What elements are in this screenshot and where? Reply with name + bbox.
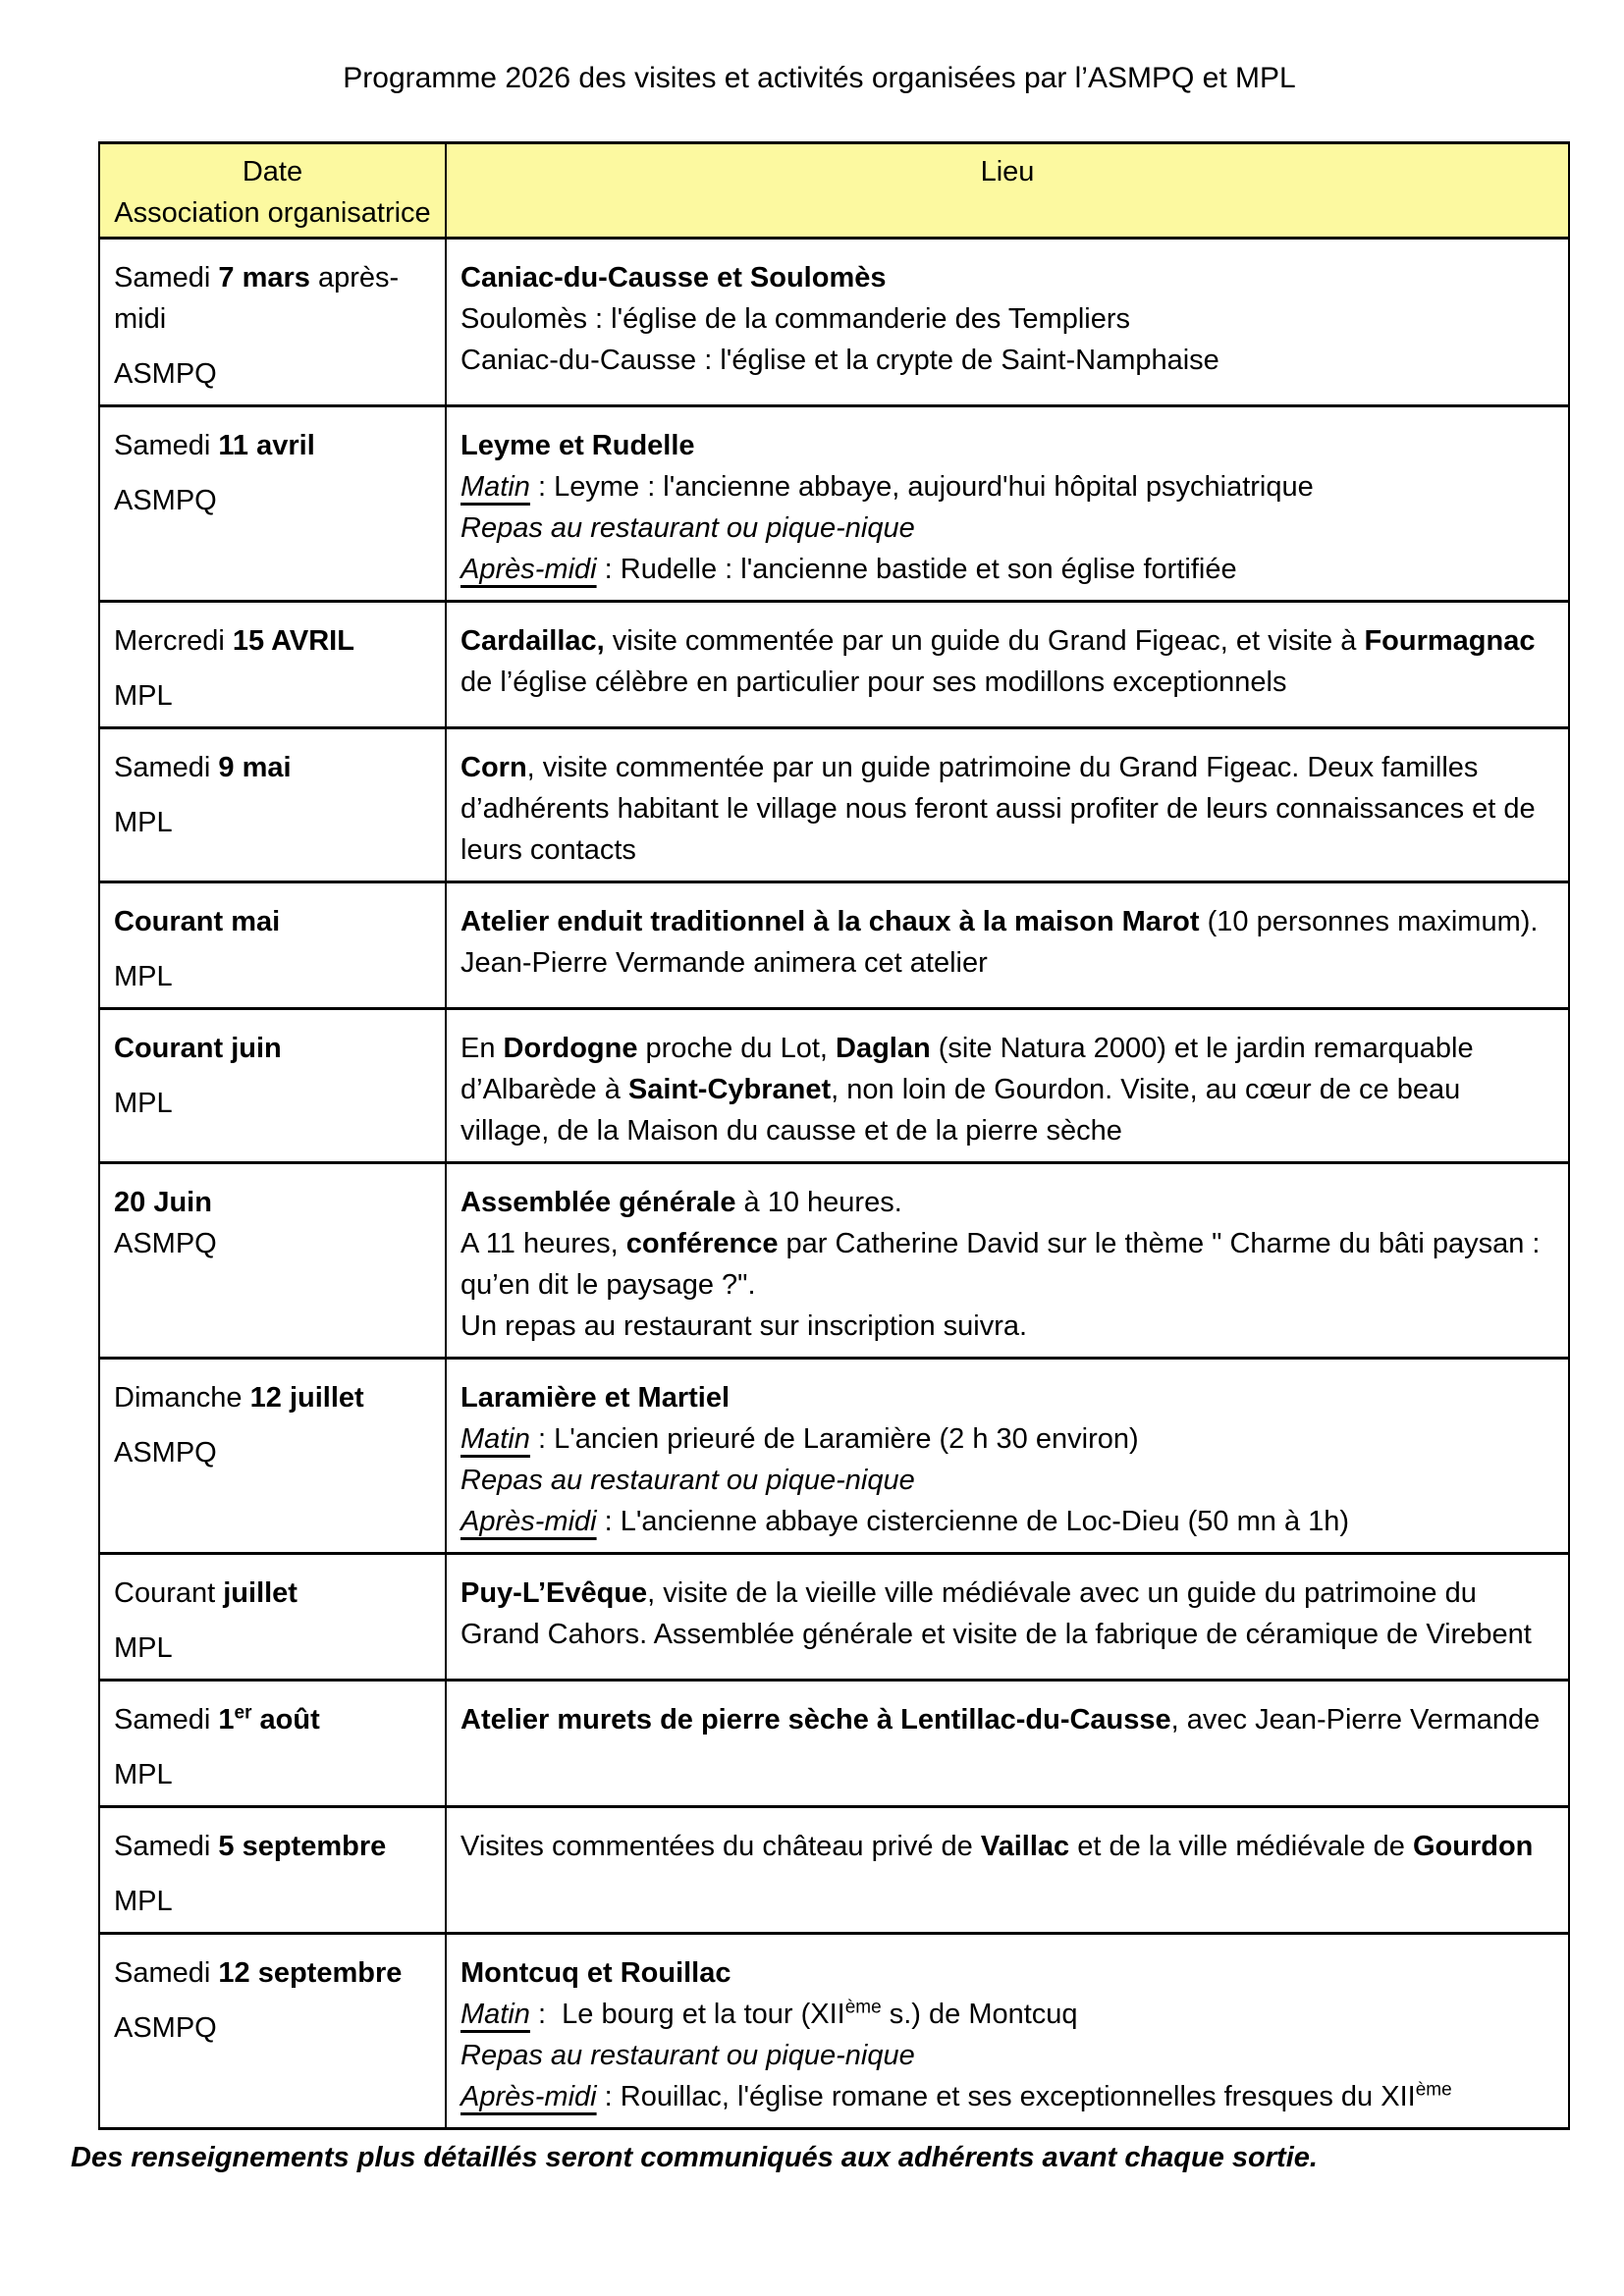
table-row bbox=[99, 728, 1569, 882]
date-cell bbox=[99, 1554, 446, 1681]
date-text: Courant juin bbox=[114, 1033, 282, 1064]
date-cell bbox=[99, 728, 446, 882]
table-row bbox=[99, 1163, 1569, 1359]
organisation-label: MPL bbox=[114, 1886, 173, 1917]
lieu-line: Puy-L’Evêque, visite de la vieille ville médiévale avec un guide du patrimoine du Grand Cahors. Assemblée générale et visite de la fabrique de céramique de Virebent bbox=[460, 1577, 1532, 1650]
date-cell bbox=[99, 1009, 446, 1163]
lieu-line: Assemblée générale à 10 heures. bbox=[460, 1187, 902, 1218]
organisation-label: MPL bbox=[114, 807, 173, 838]
date-cell bbox=[99, 602, 446, 728]
date-text: Samedi 11 avril bbox=[114, 430, 315, 461]
date-text: Samedi 12 septembre bbox=[114, 1957, 403, 1989]
program-table bbox=[98, 141, 1570, 2130]
date-cell bbox=[99, 882, 446, 1009]
date-cell bbox=[99, 1681, 446, 1807]
lieu-line: Matin : Leyme : l'ancienne abbaye, aujourd'hui hôpital psychiatrique bbox=[460, 471, 1314, 503]
lieu-cell bbox=[446, 602, 1569, 728]
col-header-date bbox=[99, 143, 446, 239]
lieu-cell bbox=[446, 1934, 1569, 2129]
footer-note: Des renseignements plus détaillés seront communiqués aux adhérents avant chaque sortie. bbox=[71, 2142, 1318, 2173]
lieu-line: A 11 heures, conférence par Catherine David sur le thème " Charme du bâti paysan : qu’en dit le paysage ?". bbox=[460, 1228, 1541, 1301]
lieu-line: Corn, visite commentée par un guide patrimoine du Grand Figeac. Deux familles d’adhérents habitant le village nous feront aussi profiter de leurs connaissances et de leurs contacts bbox=[460, 752, 1536, 866]
date-text: Samedi 1er août bbox=[114, 1702, 320, 1735]
header-date-label: Date bbox=[242, 156, 303, 187]
lieu-line: Repas au restaurant ou pique-nique bbox=[460, 512, 915, 544]
lieu-line: Après-midi : Rouillac, l'église romane et ses exceptionnelles fresques du XIIème bbox=[460, 2079, 1452, 2112]
date-cell bbox=[99, 406, 446, 602]
date-text: Samedi 9 mai bbox=[114, 752, 292, 783]
organisation-label: ASMPQ bbox=[114, 358, 217, 390]
date-text: Samedi 5 septembre bbox=[114, 1831, 387, 1862]
date-text: 20 Juin bbox=[114, 1187, 212, 1218]
lieu-line: Soulomès : l'église de la commanderie des Templiers bbox=[460, 303, 1130, 335]
date-text: Dimanche 12 juillet bbox=[114, 1382, 364, 1414]
lieu-cell bbox=[446, 1359, 1569, 1554]
lieu-cell bbox=[446, 1807, 1569, 1934]
lieu-cell bbox=[446, 406, 1569, 602]
page-title: Programme 2026 des visites et activités organisées par l’ASMPQ et MPL bbox=[343, 62, 1296, 94]
lieu-line: Après-midi : Rudelle : l'ancienne bastide et son église fortifiée bbox=[460, 554, 1237, 585]
table-row bbox=[99, 882, 1569, 1009]
lieu-line: Laramière et Martiel bbox=[460, 1382, 731, 1414]
lieu-line: Caniac-du-Causse et Soulomès bbox=[460, 262, 887, 294]
table-row bbox=[99, 1009, 1569, 1163]
organisation-label: ASMPQ bbox=[114, 485, 217, 516]
table-header-row bbox=[99, 143, 1569, 239]
organisation-label: MPL bbox=[114, 1632, 173, 1664]
lieu-cell bbox=[446, 728, 1569, 882]
lieu-line: Leyme et Rudelle bbox=[460, 430, 695, 461]
lieu-cell bbox=[446, 1009, 1569, 1163]
lieu-line: Atelier murets de pierre sèche à Lentillac-du-Causse, avec Jean-Pierre Vermande bbox=[460, 1704, 1541, 1735]
lieu-line: Caniac-du-Causse : l'église et la crypte de Saint-Namphaise bbox=[460, 345, 1219, 376]
lieu-cell bbox=[446, 1163, 1569, 1359]
lieu-line: Montcuq et Rouillac bbox=[460, 1957, 731, 1989]
lieu-line: Repas au restaurant ou pique-nique bbox=[460, 1465, 915, 1496]
lieu-cell bbox=[446, 239, 1569, 406]
header-lieu-label: Lieu bbox=[980, 156, 1035, 187]
table-row bbox=[99, 1807, 1569, 1934]
table-row bbox=[99, 1359, 1569, 1554]
lieu-line: En Dordogne proche du Lot, Daglan (site Natura 2000) et le jardin remarquable d’Albarède à Saint-Cybranet, non loin de Gourdon. Visite, au cœur de ce beau village, de la Maison du causse et de la pierre sèche bbox=[460, 1033, 1474, 1147]
date-cell bbox=[99, 1934, 446, 2129]
organisation-label: MPL bbox=[114, 961, 173, 992]
date-cell bbox=[99, 1163, 446, 1359]
table-row bbox=[99, 1934, 1569, 2129]
date-cell bbox=[99, 1807, 446, 1934]
lieu-line: Visites commentées du château privé de Vaillac et de la ville médiévale de Gourdon bbox=[460, 1831, 1534, 1862]
table-row bbox=[99, 239, 1569, 406]
table-body bbox=[99, 239, 1569, 2129]
header-association-label: Association organisatrice bbox=[114, 197, 431, 229]
table-row bbox=[99, 1681, 1569, 1807]
lieu-line: Après-midi : L'ancienne abbaye cistercienne de Loc-Dieu (50 mn à 1h) bbox=[460, 1506, 1350, 1537]
date-text: Samedi 7 mars après-midi bbox=[114, 262, 400, 335]
date-cell bbox=[99, 1359, 446, 1554]
organisation-label: ASMPQ bbox=[114, 1437, 217, 1468]
lieu-cell bbox=[446, 1681, 1569, 1807]
lieu-cell bbox=[446, 1554, 1569, 1681]
organisation-label: MPL bbox=[114, 1759, 173, 1790]
date-text: Courant juillet bbox=[114, 1577, 298, 1609]
organisation-label: ASMPQ bbox=[114, 1228, 217, 1259]
lieu-line: Matin : Le bourg et la tour (XIIème s.) de Montcuq bbox=[460, 1997, 1078, 2030]
date-cell bbox=[99, 239, 446, 406]
organisation-label: MPL bbox=[114, 1088, 173, 1119]
organisation-label: ASMPQ bbox=[114, 2012, 217, 2044]
date-text: Mercredi 15 AVRIL bbox=[114, 625, 354, 657]
lieu-line: Cardaillac, visite commentée par un guide du Grand Figeac, et visite à Fourmagnac de l’église célèbre en particulier pour ses modillons exceptionnels bbox=[460, 625, 1536, 698]
lieu-line: Atelier enduit traditionnel à la chaux à la maison Marot (10 personnes maximum). Jean-Pierre Vermande animera cet atelier bbox=[460, 906, 1539, 979]
table-row bbox=[99, 406, 1569, 602]
col-header-lieu bbox=[446, 143, 1569, 239]
table-row bbox=[99, 602, 1569, 728]
lieu-line: Matin : L'ancien prieuré de Laramière (2 h 30 environ) bbox=[460, 1423, 1139, 1455]
table-row bbox=[99, 1554, 1569, 1681]
organisation-label: MPL bbox=[114, 680, 173, 712]
date-text: Courant mai bbox=[114, 906, 281, 937]
lieu-line: Un repas au restaurant sur inscription suivra. bbox=[460, 1310, 1028, 1342]
lieu-line: Repas au restaurant ou pique-nique bbox=[460, 2040, 915, 2071]
lieu-cell bbox=[446, 882, 1569, 1009]
